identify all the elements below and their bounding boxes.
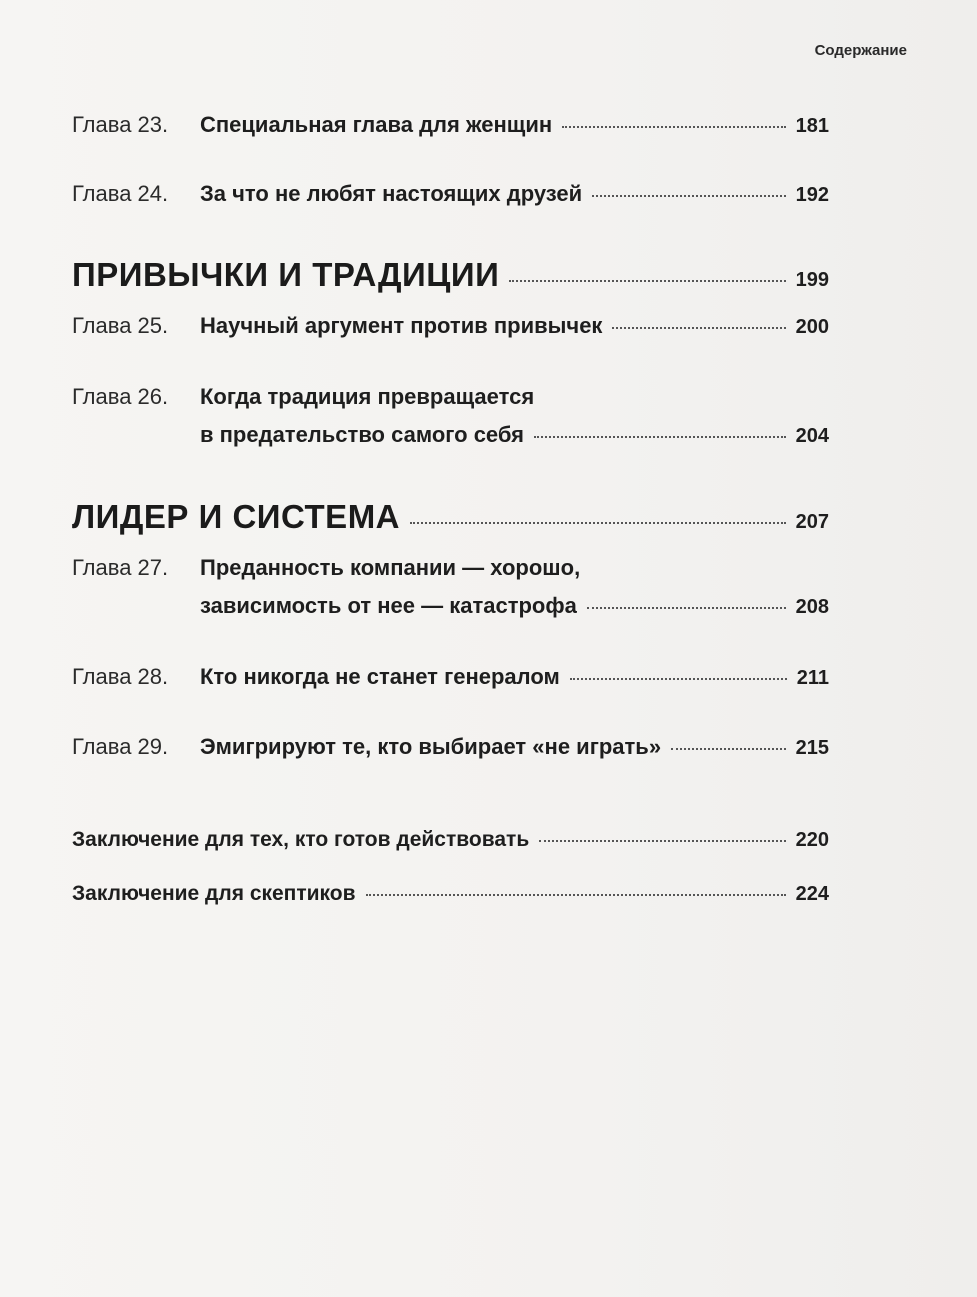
dot-leader [410, 522, 786, 524]
chapter-title-line-2: в предательство самого себя [200, 422, 525, 447]
chapter-label: Глава 29. [72, 734, 169, 759]
chapter-label: Глава 24. [72, 181, 169, 206]
chapter-label: Глава 23. [72, 112, 169, 137]
dot-leader [534, 436, 786, 438]
toc-entry-chapter-27[interactable] [72, 555, 829, 619]
dot-leader [509, 280, 785, 282]
page-number: 215 [795, 737, 829, 759]
toc-entry-chapter-26[interactable] [72, 384, 829, 448]
dot-leader [570, 678, 787, 680]
chapter-title: Эмигрируют те, кто выбирает «не играть» [200, 734, 662, 759]
page-number: 220 [795, 829, 829, 851]
toc-entry-chapter-23[interactable] [72, 112, 829, 138]
toc-entry-chapter-29[interactable] [72, 734, 829, 760]
toc-conclusion-action[interactable] [72, 828, 829, 852]
page-number: 199 [795, 269, 829, 291]
page-number: 208 [795, 596, 829, 618]
dot-leader [612, 327, 785, 329]
page-number: 207 [795, 511, 829, 533]
page-number: 224 [795, 883, 829, 905]
dot-leader [592, 195, 785, 197]
chapter-label: Глава 27. [72, 555, 169, 580]
toc-entry-chapter-24[interactable] [72, 181, 829, 207]
toc-entry-chapter-28[interactable] [72, 664, 829, 690]
chapter-label: Глава 28. [72, 664, 169, 689]
conclusion-title: Заключение для скептиков [72, 882, 356, 905]
running-header: Содержание [814, 42, 907, 59]
toc-entry-chapter-25[interactable] [72, 313, 829, 339]
toc-conclusion-skeptics[interactable] [72, 882, 829, 906]
section-title: ПРИВЫЧКИ И ТРАДИЦИИ [72, 256, 500, 293]
chapter-title-line-2: зависимость от нее — катастрофа [200, 593, 577, 618]
toc-section-habits[interactable] [72, 256, 829, 294]
dot-leader [671, 748, 786, 750]
page-number: 204 [795, 425, 829, 447]
chapter-title: Научный аргумент против привычек [200, 313, 603, 338]
chapter-title: Кто никогда не станет генералом [200, 664, 560, 689]
dot-leader [539, 840, 785, 842]
chapter-title: За что не любят настоящих друзей [200, 181, 583, 206]
chapter-title-line-1: Преданность компании — хорошо, [200, 555, 581, 580]
dot-leader [366, 894, 786, 896]
chapter-title: Специальная глава для женщин [200, 112, 553, 137]
conclusion-title: Заключение для тех, кто готов действовать [72, 828, 530, 851]
page-number: 211 [796, 667, 829, 689]
chapter-label: Глава 26. [72, 384, 169, 409]
dot-leader [587, 607, 786, 609]
page-number: 192 [795, 184, 829, 206]
page-number: 200 [795, 316, 829, 338]
section-title: ЛИДЕР И СИСТЕМА [72, 498, 401, 535]
page-number: 181 [795, 115, 829, 137]
chapter-label: Глава 25. [72, 313, 169, 338]
toc-section-leader[interactable] [72, 498, 829, 536]
dot-leader [562, 126, 785, 128]
chapter-title-line-1: Когда традиция превращается [200, 384, 535, 409]
